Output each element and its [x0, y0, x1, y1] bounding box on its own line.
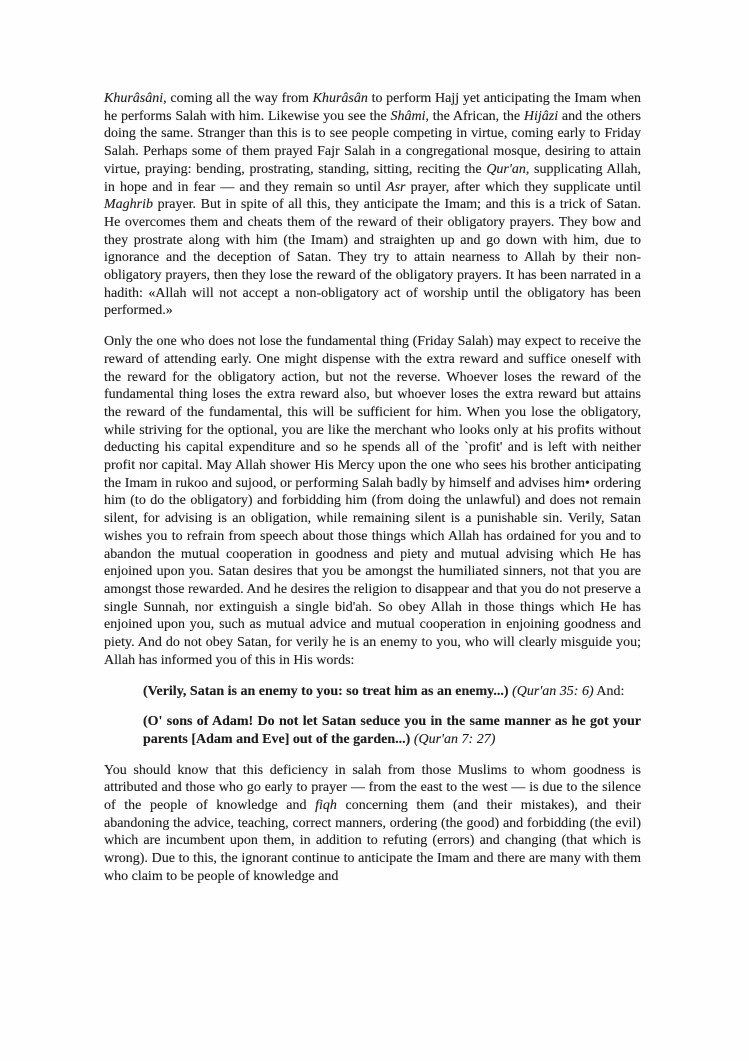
text-run: prayer, after which they supplicate until [405, 179, 642, 195]
body-paragraph [104, 762, 641, 886]
text-run: to perform Hajj yet anticipating the Imam when he performs Salah with him. Likewise you see the [104, 91, 641, 124]
text-run: , supplicating Allah, in hope and in fear — and they remain so until [104, 161, 641, 195]
text-run: fiqh [315, 798, 337, 814]
text-run: (Verily, Satan is an enemy to you: so treat him as an enemy...) [143, 683, 509, 699]
text-run: Khurâsâni [104, 91, 164, 106]
text-run: (Qur'an 35: 6) [512, 683, 594, 699]
text-run: Shâmi [390, 108, 426, 124]
text-run: , coming all the way from [163, 91, 313, 106]
text-run: And: [593, 683, 625, 699]
text-run: concerning them (and their mistakes), and their abandoning the advice, teaching, correct manners, ordering (the good) and forbidding (the evil) which are incumbent upon them, in addition to refuting (errors) and changing (that which is wrong). Due to this, the ignorant continue to anticipate the Imam and there are many with them who claim to be people of knowledge and [104, 798, 641, 884]
text-run: You should know that this deficiency in salah from those Muslims to whom goodness is attributed and those who go early to prayer — from the east to the west — is due to the silence of the people of knowledge and [104, 762, 641, 814]
text-run: , the African, the [425, 108, 524, 124]
quran-quote-paragraph [143, 683, 641, 701]
text-run: Khurâsân [312, 91, 368, 106]
text-run: (Qur'an 7: 27) [413, 731, 496, 747]
text-run: prayer. But in spite of all this, they anticipate the Imam; and this is a trick of Satan. He overcomes them and cheats them of the reward of their obligatory prayers. They bow and they prostrate along with him (the Imam) and straighten up and go down with him, due to ignorance and the deception of Satan. They try to attain nearness to Allah by their non-obligatory prayers, then they lose the reward of the obligatory prayers. It has been narrated in a hadith: «Allah will not accept a non-obligatory act of worship until the obligatory has been performed.» [104, 197, 641, 319]
text-run: Maghrib [104, 197, 153, 213]
text-run: Hijâzi [523, 108, 559, 124]
text-run: Only the one who does not lose the fundamental thing (Friday Salah) may expect to receive the reward of attending early. One might dispense with the extra reward and suffice oneself with the reward for the obligatory action, but not the reverse. Whoever loses the reward of the fundamental thing loses the extra reward also, but whoever loses the extra reward but attains the reward of the fundamental, this will be sufficient for him. When you lose the obligatory, while striving for the optional, you are like the merchant who looks only at his profits without deducting his capital expenditure and so he spends all of the `profit' and is left with neither profit nor capital. May Allah shower His Mercy upon the one who sees his brother anticipating the Imam in rukoo and sujood, or performing Salah badly by himself and advises him• ordering him (to do the obligatory) and forbidding him (from doing the unlawful) and does not remain silent, for advising is an obligation, while remaining silent is a punishable sin. Verily, Satan wishes you to refrain from speech about those things which Allah has ordained for you and to abandon the mutual cooperation in goodness and piety and mutual advising which He has enjoined upon you. Satan desires that you be amongst the humiliated sinners, not that you are amongst those rewarded. And he desires the religion to disappear and that you do not preserve a single Sunnah, nor extinguish a single bid'ah. So obey Allah in those things which He has enjoined upon you, such as mutual advice and mutual cooperation in enjoining goodness and piety. And do not obey Satan, for verily he is an enemy to you, who will clearly misguide you; Allah has informed you of this in His words: [104, 334, 641, 668]
page-text-block [104, 90, 641, 886]
quran-quote-paragraph [143, 713, 641, 748]
text-run: and the others doing the same. Stranger than this is to see people competing in virtue, coming early to Friday Salah. Perhaps some of them prayed Fajr Salah in a congregational mosque, desiring to attain virtue, praying: bending, prostrating, standing, sitting, reciting the [104, 108, 642, 177]
text-run: Asr [386, 179, 406, 195]
body-paragraph [104, 90, 641, 320]
text-run: Qur'an [486, 161, 526, 177]
text-run: (O' sons of Adam! Do not let Satan seduce you in the same manner as he got your parents [Adam and Eve] out of the garden...) [143, 714, 641, 747]
body-paragraph [104, 333, 641, 669]
